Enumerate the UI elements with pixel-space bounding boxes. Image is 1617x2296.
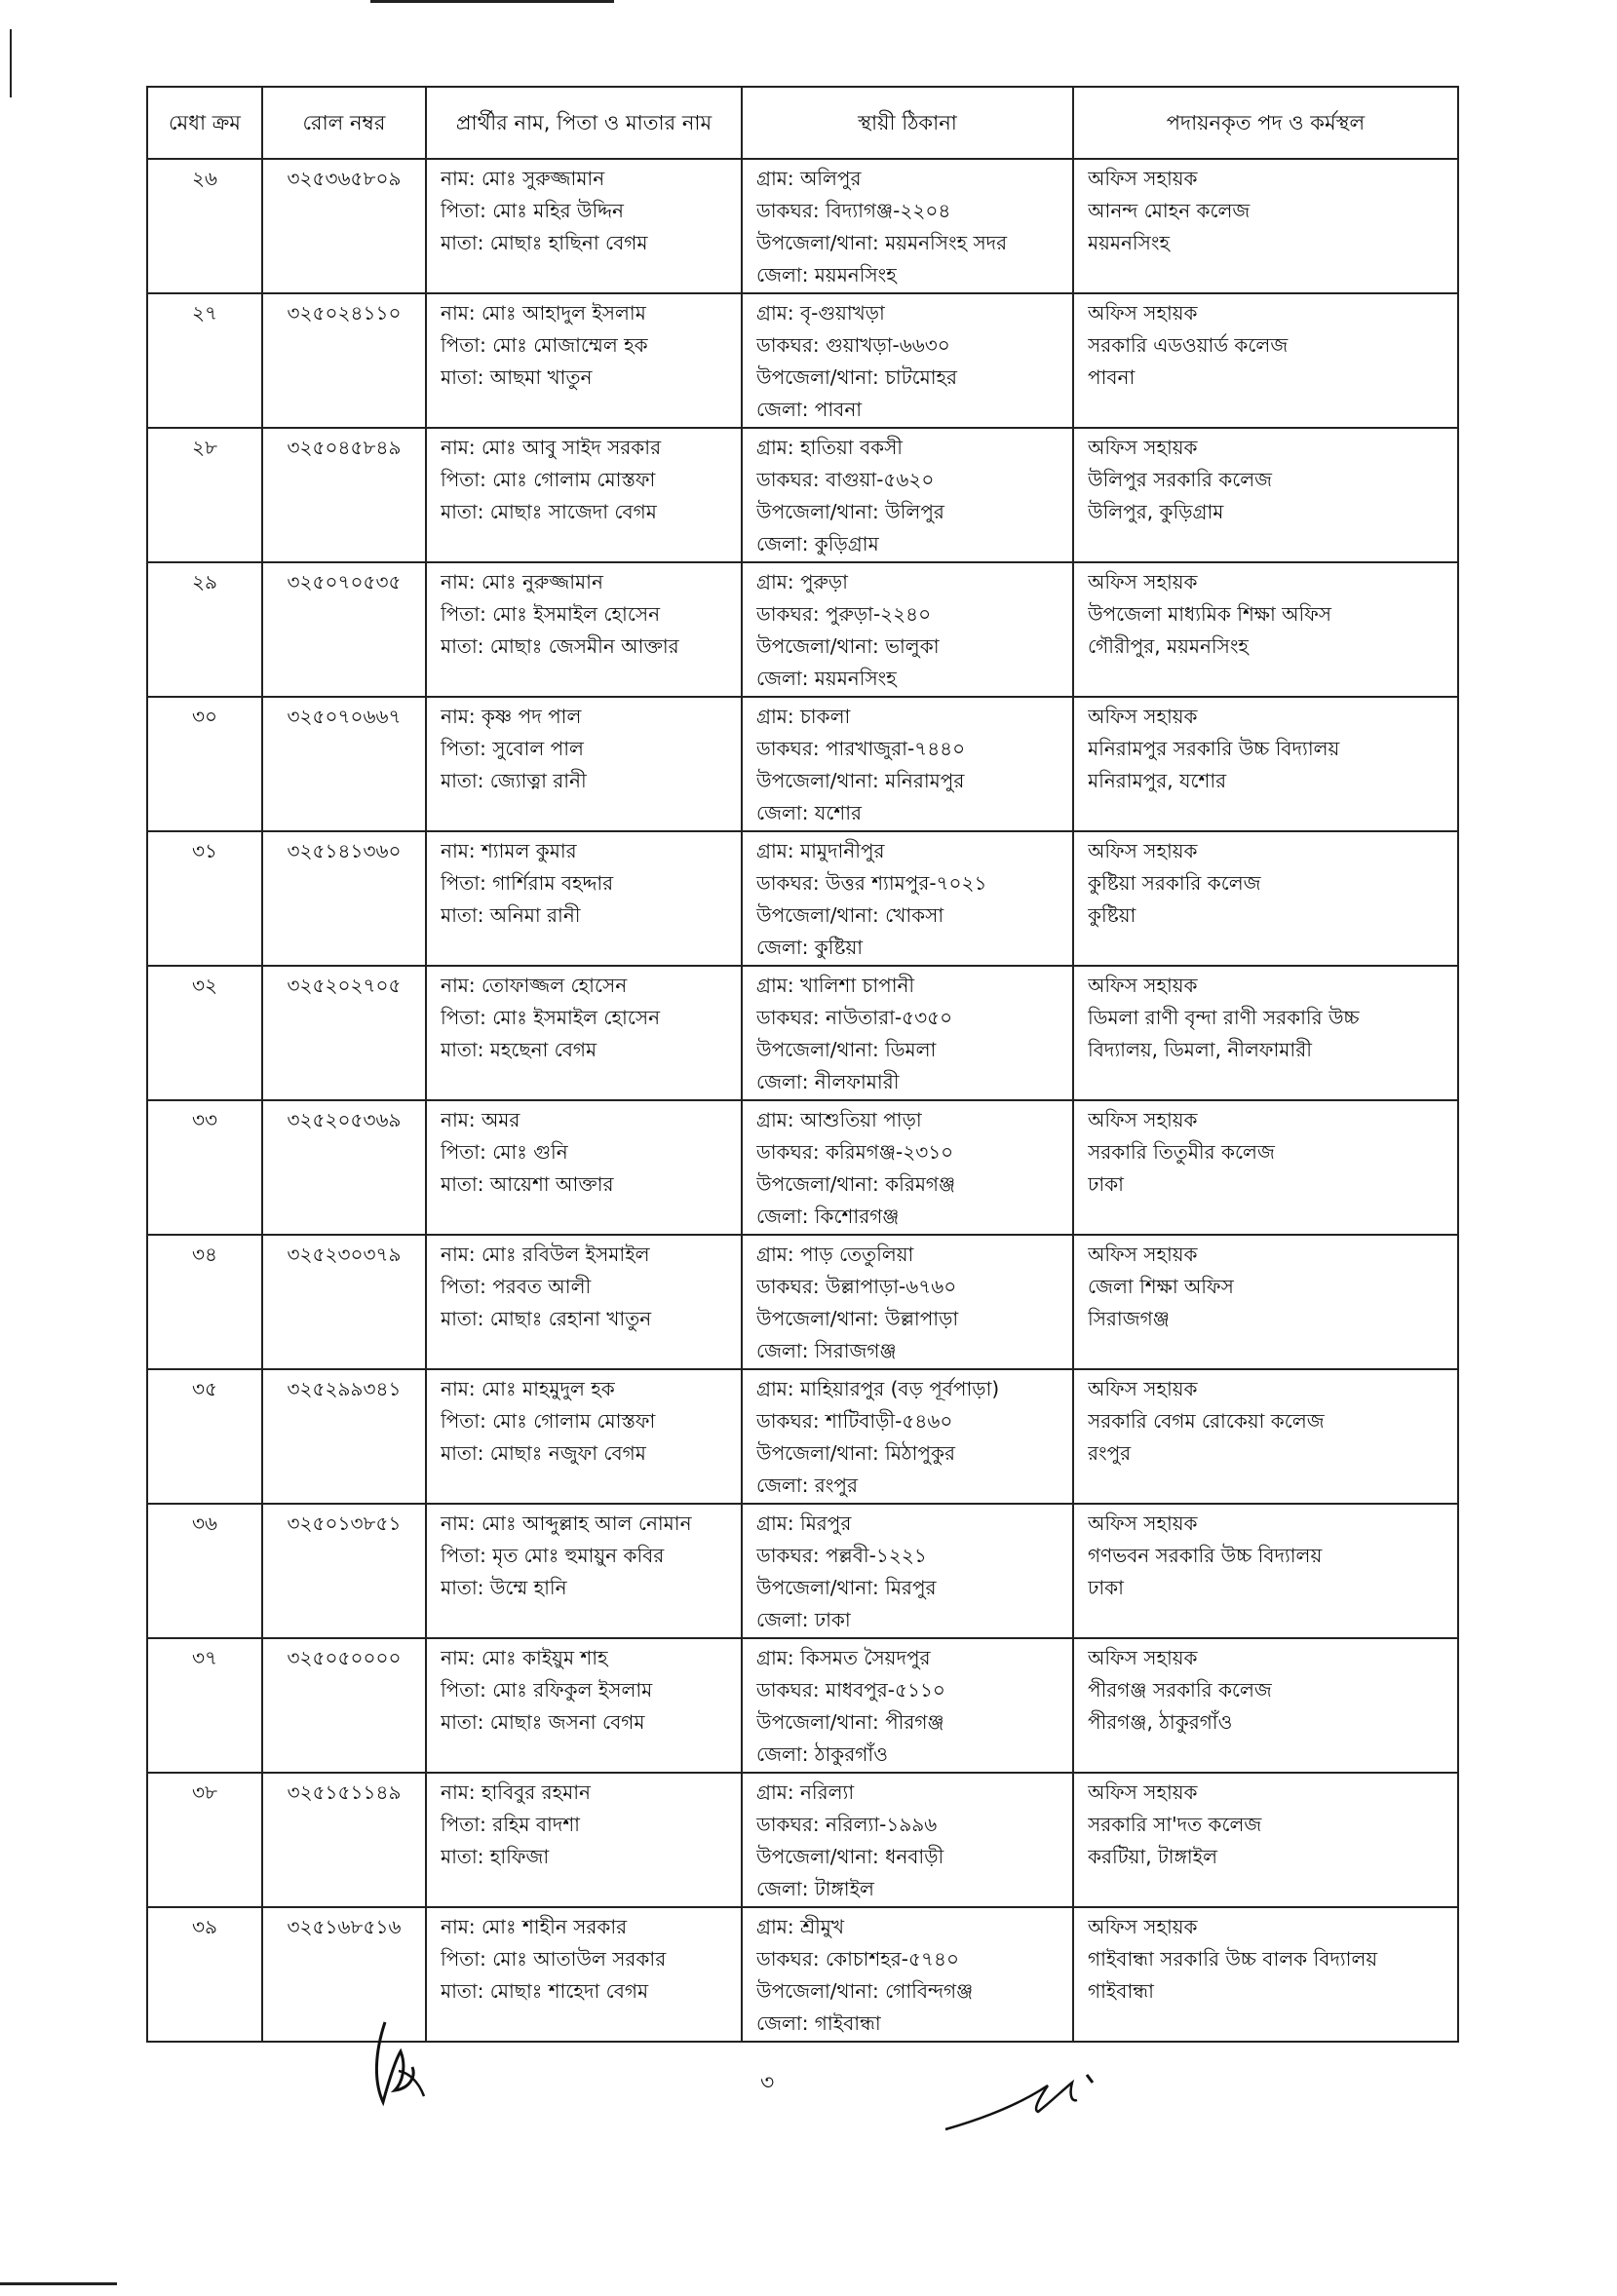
workplace-line-2: সিরাজগঞ্জ [1088, 1307, 1170, 1330]
roll-cell [262, 1773, 426, 1907]
address-cell [742, 1369, 1073, 1504]
father-name: পিতা: মোঃ গুনি [441, 1140, 568, 1164]
workplace-line-2: গৌরীপুর, ময়মনসিংহ [1088, 634, 1249, 658]
mother-name: মাতা: জ্যোত্না রানী [441, 769, 587, 792]
mother-name: মাতা: মোছাঃ নজুফা বেগম [441, 1441, 646, 1465]
candidate-name: নাম: মোঃ নুরুজ্জামান [441, 570, 603, 593]
address-district: জেলা: কুড়িগ্রাম [756, 532, 879, 555]
address-village: গ্রাম: আশুতিয়া পাড়া [756, 1108, 922, 1131]
merit-cell [147, 1369, 262, 1504]
address-village: গ্রাম: খালিশা চাপানী [756, 974, 915, 997]
candidate-name: নাম: অমর [441, 1108, 520, 1131]
table-row [147, 1773, 1458, 1907]
candidate-name: নাম: মোঃ আহাদুল ইসলাম [441, 301, 646, 325]
roll-number: ৩২৫০৭০৫৩৫ [287, 570, 402, 593]
table-row [147, 1504, 1458, 1638]
address-district: জেলা: যশোর [756, 801, 862, 824]
address-upazila: উপজেলা/থানা: ডিমলা [756, 1038, 937, 1061]
father-name: পিতা: রহিম বাদশা [441, 1813, 580, 1836]
header-candidate: প্রার্থীর নাম, পিতা ও মাতার নাম [426, 87, 742, 159]
candidate-name: নাম: মোঃ সুরুজ্জামান [441, 167, 605, 190]
address-village: গ্রাম: বৃ-গুয়াখড়া [756, 301, 885, 325]
merit-number: ৩৮ [192, 1780, 217, 1804]
workplace-line-1: সরকারি বেগম রোকেয়া কলেজ [1088, 1409, 1325, 1433]
father-name: পিতা: মোঃ মোজাম্মেল হক [441, 333, 648, 357]
candidate-name: নাম: মোঃ শাহীন সরকার [441, 1915, 628, 1938]
roll-cell [262, 1100, 426, 1235]
candidate-cell [426, 1100, 742, 1235]
candidate-cell [426, 697, 742, 831]
candidate-name: নাম: মোঃ আব্দুল্লাহ আল নোমান [441, 1512, 692, 1535]
mother-name: মাতা: উম্মে হানি [441, 1576, 567, 1599]
table-row [147, 966, 1458, 1100]
address-district: জেলা: কুষ্টিয়া [756, 936, 864, 959]
candidate-cell [426, 562, 742, 697]
address-upazila: উপজেলা/থানা: গোবিন্দগঞ্জ [756, 1979, 974, 2003]
address-upazila: উপজেলা/থানা: ধনবাড়ী [756, 1845, 944, 1868]
father-name: পিতা: মোঃ রফিকুল ইসলাম [441, 1678, 653, 1702]
posting-cell [1073, 1235, 1458, 1369]
posting-cell [1073, 831, 1458, 966]
posting-title: অফিস সহায়ক [1088, 1646, 1198, 1669]
workplace-line-1: গাইবান্ধা সরকারি উচ্চ বালক বিদ্যালয় [1088, 1947, 1378, 1971]
workplace-line-1: উপজেলা মাধ্যমিক শিক্ষা অফিস [1088, 602, 1332, 626]
candidate-cell [426, 159, 742, 293]
posting-title: অফিস সহায়ক [1088, 974, 1198, 997]
address-cell [742, 1907, 1073, 2042]
address-village: গ্রাম: মিরপুর [756, 1512, 852, 1535]
candidate-cell [426, 831, 742, 966]
roll-number: ৩২৫২০২৭০৫ [287, 974, 402, 997]
address-village: গ্রাম: কিসমত সৈয়দপুর [756, 1646, 931, 1669]
address-district: জেলা: টাঙ্গাইল [756, 1877, 874, 1900]
father-name: পিতা: মোঃ গোলাম মোস্তফা [441, 1409, 656, 1433]
posting-cell [1073, 1100, 1458, 1235]
merit-number: ৩৭ [191, 1646, 217, 1669]
merit-number: ৩৪ [192, 1243, 217, 1266]
workplace-line-2: ময়মনসিংহ [1088, 231, 1170, 254]
roll-number: ৩২৫২০৫৩৬৯ [287, 1108, 402, 1131]
merit-number: ২৭ [191, 301, 217, 325]
merit-cell [147, 966, 262, 1100]
table-row [147, 1907, 1458, 2042]
candidate-cell [426, 1369, 742, 1504]
mother-name: মাতা: মোছাঃ রেহানা খাতুন [441, 1307, 652, 1330]
roll-number: ৩২৫১৫১১৪৯ [287, 1780, 402, 1804]
address-village: গ্রাম: অলিপুর [756, 167, 862, 190]
scan-mark-top [370, 0, 614, 3]
merit-cell [147, 831, 262, 966]
merit-cell [147, 1638, 262, 1773]
candidate-cell [426, 1907, 742, 2042]
address-post-office: ডাকঘর: নাউতারা-৫৩৫০ [756, 1006, 953, 1029]
roll-cell [262, 697, 426, 831]
workplace-line-2: ঢাকা [1088, 1576, 1124, 1599]
address-post-office: ডাকঘর: পুরুড়া-২২৪০ [756, 602, 932, 626]
posting-title: অফিস সহায়ক [1088, 839, 1198, 862]
roll-cell [262, 428, 426, 562]
roll-cell [262, 1235, 426, 1369]
workplace-line-1: আনন্দ মোহন কলেজ [1088, 199, 1251, 222]
roll-number: ৩২৫০৪৫৮৪৯ [287, 436, 402, 459]
address-cell [742, 966, 1073, 1100]
candidate-cell [426, 1504, 742, 1638]
workplace-line-2: বিদ্যালয়, ডিমলা, নীলফামারী [1088, 1038, 1312, 1061]
merit-number: ৩১ [192, 839, 217, 862]
candidate-name: নাম: হাবিবুর রহমান [441, 1780, 591, 1804]
address-cell [742, 1504, 1073, 1638]
workplace-line-1: ডিমলা রাণী বৃন্দা রাণী সরকারি উচ্চ [1088, 1006, 1360, 1029]
posting-cell [1073, 159, 1458, 293]
address-cell [742, 831, 1073, 966]
candidate-name: নাম: মোঃ কাইয়ুম শাহ [441, 1646, 608, 1669]
merit-number: ৩৯ [192, 1915, 217, 1938]
workplace-line-2: উলিপুর, কুড়িগ্রাম [1088, 500, 1224, 523]
table-row [147, 1235, 1458, 1369]
merit-cell [147, 1773, 262, 1907]
address-cell [742, 562, 1073, 697]
posting-cell [1073, 1638, 1458, 1773]
table-row [147, 1369, 1458, 1504]
workplace-line-2: রংপুর [1088, 1441, 1132, 1465]
address-village: গ্রাম: শ্রীমুখ [756, 1915, 845, 1938]
address-district: জেলা: গাইবান্ধা [756, 2011, 881, 2035]
table-row [147, 293, 1458, 428]
posting-title: অফিস সহায়ক [1088, 1512, 1198, 1535]
roll-number: ৩২৫২৯৯৩৪১ [287, 1377, 402, 1400]
candidate-name: নাম: মোঃ রবিউল ইসমাইল [441, 1243, 650, 1266]
roll-cell [262, 1504, 426, 1638]
merit-cell [147, 159, 262, 293]
workplace-line-2: মনিরামপুর, যশোর [1088, 769, 1227, 792]
father-name: পিতা: গার্শিরাম বহদ্দার [441, 871, 614, 895]
address-cell [742, 1235, 1073, 1369]
address-post-office: ডাকঘর: কোচাশহর-৫৭৪০ [756, 1947, 959, 1971]
address-post-office: ডাকঘর: মাধবপুর-৫১১০ [756, 1678, 945, 1702]
candidate-name: নাম: শ্যামল কুমার [441, 839, 577, 862]
table-row [147, 831, 1458, 966]
address-district: জেলা: ময়মনসিংহ [756, 667, 897, 690]
address-village: গ্রাম: পুরুড়া [756, 570, 848, 593]
table-row [147, 1638, 1458, 1773]
posting-cell [1073, 1369, 1458, 1504]
merit-number: ৩৩ [191, 1108, 217, 1131]
workplace-line-2: করটিয়া, টাঙ্গাইল [1088, 1845, 1217, 1868]
posting-cell [1073, 428, 1458, 562]
candidate-cell [426, 1638, 742, 1773]
merit-cell [147, 1504, 262, 1638]
appointment-table-wrapper [146, 86, 1457, 2043]
table-row [147, 159, 1458, 293]
candidate-cell [426, 966, 742, 1100]
father-name: পিতা: মোঃ ইসমাইল হোসেন [441, 602, 661, 626]
table-header-row [147, 87, 1458, 159]
address-upazila: উপজেলা/থানা: ময়মনসিংহ সদর [756, 231, 1008, 254]
address-upazila: উপজেলা/থানা: ভালুকা [756, 634, 940, 658]
address-village: গ্রাম: পাড় তেতুলিয়া [756, 1243, 914, 1266]
workplace-line-1: সরকারি এডওয়ার্ড কলেজ [1088, 333, 1289, 357]
merit-cell [147, 1100, 262, 1235]
table-row [147, 428, 1458, 562]
posting-title: অফিস সহায়ক [1088, 705, 1198, 728]
posting-cell [1073, 1504, 1458, 1638]
workplace-line-1: উলিপুর সরকারি কলেজ [1088, 468, 1273, 491]
address-cell [742, 1100, 1073, 1235]
address-post-office: ডাকঘর: করিমগঞ্জ-২৩১০ [756, 1140, 954, 1164]
workplace-line-2: পাবনা [1088, 365, 1136, 389]
merit-cell [147, 697, 262, 831]
roll-number: ৩২৫৩৬৫৮০৯ [287, 167, 402, 190]
address-district: জেলা: পাবনা [756, 398, 863, 421]
address-village: গ্রাম: নরিল্যা [756, 1780, 855, 1804]
address-district: জেলা: সিরাজগঞ্জ [756, 1339, 897, 1362]
address-post-office: ডাকঘর: উত্তর শ্যামপুর-৭০২১ [756, 871, 987, 895]
roll-cell [262, 966, 426, 1100]
mother-name: মাতা: মোছাঃ জেসমীন আক্তার [441, 634, 679, 658]
mother-name: মাতা: মহছেনা বেগম [441, 1038, 597, 1061]
roll-cell [262, 1369, 426, 1504]
table-row [147, 1100, 1458, 1235]
mother-name: মাতা: আয়েশা আক্তার [441, 1172, 614, 1196]
merit-cell [147, 428, 262, 562]
roll-cell [262, 562, 426, 697]
address-upazila: উপজেলা/থানা: উলিপুর [756, 500, 944, 523]
workplace-line-2: গাইবান্ধা [1088, 1979, 1154, 2003]
address-upazila: উপজেলা/থানা: মনিরামপুর [756, 769, 965, 792]
mother-name: মাতা: হাফিজা [441, 1845, 550, 1868]
table-body [147, 159, 1458, 2042]
workplace-line-1: সরকারি তিতুমীর কলেজ [1088, 1140, 1275, 1164]
address-post-office: ডাকঘর: শাটিবাড়ী-৫৪৬০ [756, 1409, 953, 1433]
merit-number: ৩০ [191, 705, 217, 728]
posting-cell [1073, 1773, 1458, 1907]
address-post-office: ডাকঘর: বাগুয়া-৫৬২০ [756, 468, 935, 491]
workplace-line-2: পীরগঞ্জ, ঠাকুরগাঁও [1088, 1710, 1233, 1734]
address-cell [742, 1773, 1073, 1907]
posting-title: অফিস সহায়ক [1088, 1780, 1198, 1804]
posting-title: অফিস সহায়ক [1088, 1377, 1198, 1400]
address-cell [742, 1638, 1073, 1773]
posting-title: অফিস সহায়ক [1088, 1915, 1198, 1938]
posting-title: অফিস সহায়ক [1088, 167, 1198, 190]
header-posting: পদায়নকৃত পদ ও কর্মস্থল [1073, 87, 1458, 159]
posting-title: অফিস সহায়ক [1088, 301, 1198, 325]
roll-cell [262, 159, 426, 293]
address-village: গ্রাম: মামুদানীপুর [756, 839, 885, 862]
merit-number: ২৮ [192, 436, 217, 459]
merit-cell [147, 562, 262, 697]
merit-cell [147, 293, 262, 428]
address-post-office: ডাকঘর: নরিল্যা-১৯৯৬ [756, 1813, 938, 1836]
table-row [147, 562, 1458, 697]
merit-cell [147, 1907, 262, 2042]
roll-number: ৩২৫২৩০৩৭৯ [287, 1243, 402, 1266]
workplace-line-2: ঢাকা [1088, 1172, 1124, 1196]
father-name: পিতা: মোঃ আতাউল সরকার [441, 1947, 667, 1971]
merit-cell [147, 1235, 262, 1369]
workplace-line-1: মনিরামপুর সরকারি উচ্চ বিদ্যালয় [1088, 737, 1340, 760]
address-district: জেলা: ময়মনসিংহ [756, 263, 897, 287]
address-cell [742, 293, 1073, 428]
workplace-line-1: গণভবন সরকারি উচ্চ বিদ্যালয় [1088, 1544, 1323, 1567]
candidate-cell [426, 293, 742, 428]
merit-number: ৩৫ [192, 1377, 217, 1400]
address-village: গ্রাম: চাকলা [756, 705, 851, 728]
roll-cell [262, 831, 426, 966]
roll-cell [262, 293, 426, 428]
header-address: স্থায়ী ঠিকানা [742, 87, 1073, 159]
address-district: জেলা: রংপুর [756, 1473, 858, 1497]
mother-name: মাতা: মোছাঃ সাজেদা বেগম [441, 500, 657, 523]
mother-name: মাতা: আছমা খাতুন [441, 365, 593, 389]
posting-title: অফিস সহায়ক [1088, 436, 1198, 459]
workplace-line-1: পীরগঞ্জ সরকারি কলেজ [1088, 1678, 1272, 1702]
merit-number: ২৬ [191, 167, 217, 190]
father-name: পিতা: সুবোল পাল [441, 737, 584, 760]
scan-mark-left [10, 29, 12, 97]
workplace-line-1: সরকারি সা'দত কলেজ [1088, 1813, 1262, 1836]
address-district: জেলা: ঢাকা [756, 1608, 851, 1631]
header-roll: রোল নম্বর [262, 87, 426, 159]
address-district: জেলা: কিশোরগঞ্জ [756, 1205, 900, 1228]
posting-title: অফিস সহায়ক [1088, 1108, 1198, 1131]
roll-cell [262, 1638, 426, 1773]
posting-title: অফিস সহায়ক [1088, 1243, 1198, 1266]
candidate-cell [426, 428, 742, 562]
address-village: গ্রাম: মাহিয়ারপুর (বড় পূর্বপাড়া) [756, 1377, 1000, 1400]
address-upazila: উপজেলা/থানা: মিঠাপুকুর [756, 1441, 955, 1465]
mother-name: মাতা: মোছাঃ শাহেদা বেগম [441, 1979, 649, 2003]
handwritten-signature [941, 2061, 1136, 2139]
roll-number: ৩২৫০২৪১১০ [287, 301, 402, 325]
header-merit: মেধা ক্রম [147, 87, 262, 159]
address-district: জেলা: নীলফামারী [756, 1070, 900, 1093]
roll-number: ৩২৫০৫০০০০ [287, 1646, 402, 1669]
candidate-name: নাম: মোঃ মাহমুদুল হক [441, 1377, 615, 1400]
merit-number: ৩৬ [191, 1512, 217, 1535]
address-upazila: উপজেলা/থানা: উল্লাপাড়া [756, 1307, 959, 1330]
roll-number: ৩২৫১৬৮৫১৬ [287, 1915, 402, 1938]
appointment-table [146, 86, 1459, 2043]
address-upazila: উপজেলা/থানা: পীরগঞ্জ [756, 1710, 944, 1734]
candidate-cell [426, 1773, 742, 1907]
address-upazila: উপজেলা/থানা: করিমগঞ্জ [756, 1172, 956, 1196]
address-post-office: ডাকঘর: গুয়াখড়া-৬৬৩০ [756, 333, 950, 357]
candidate-name: নাম: কৃষ্ণ পদ পাল [441, 705, 582, 728]
posting-cell [1073, 293, 1458, 428]
address-post-office: ডাকঘর: বিদ্যাগঞ্জ-২২০৪ [756, 199, 951, 222]
father-name: পিতা: মোঃ ইসমাইল হোসেন [441, 1006, 661, 1029]
merit-number: ৩২ [191, 974, 217, 997]
posting-cell [1073, 562, 1458, 697]
roll-number: ৩২৫০১৩৮৫১ [287, 1512, 402, 1535]
address-upazila: উপজেলা/থানা: চাটমোহর [756, 365, 958, 389]
address-cell [742, 697, 1073, 831]
address-village: গ্রাম: হাতিয়া বকসী [756, 436, 904, 459]
father-name: পিতা: পরবত আলী [441, 1275, 592, 1298]
mother-name: মাতা: মোছাঃ জসনা বেগম [441, 1710, 645, 1734]
address-district: জেলা: ঠাকুরগাঁও [756, 1742, 888, 1766]
table-row [147, 697, 1458, 831]
candidate-cell [426, 1235, 742, 1369]
posting-title: অফিস সহায়ক [1088, 570, 1198, 593]
address-upazila: উপজেলা/থানা: মিরপুর [756, 1576, 937, 1599]
scan-mark-bottom [0, 2282, 117, 2285]
mother-name: মাতা: মোছাঃ হাছিনা বেগম [441, 231, 648, 254]
father-name: পিতা: মোঃ মহির উদ্দিন [441, 199, 624, 222]
father-name: পিতা: মোঃ গোলাম মোস্তফা [441, 468, 656, 491]
address-upazila: উপজেলা/থানা: খোকসা [756, 903, 944, 927]
handwritten-initial-signature [356, 2012, 443, 2110]
page-number: ৩ [760, 2071, 775, 2095]
address-post-office: ডাকঘর: পল্লবী-১২২১ [756, 1544, 927, 1567]
father-name: পিতা: মৃত মোঃ হুমায়ুন কবির [441, 1544, 665, 1567]
workplace-line-1: জেলা শিক্ষা অফিস [1088, 1275, 1234, 1298]
address-cell [742, 159, 1073, 293]
address-post-office: ডাকঘর: পারখাজুরা-৭৪৪০ [756, 737, 966, 760]
posting-cell [1073, 966, 1458, 1100]
workplace-line-1: কুষ্টিয়া সরকারি কলেজ [1088, 871, 1261, 895]
address-post-office: ডাকঘর: উল্লাপাড়া-৬৭৬০ [756, 1275, 957, 1298]
merit-number: ২৯ [192, 570, 217, 593]
posting-cell [1073, 697, 1458, 831]
roll-number: ৩২৫০৭০৬৬৭ [287, 705, 402, 728]
candidate-name: নাম: মোঃ আবু সাইদ সরকার [441, 436, 662, 459]
roll-number: ৩২৫১৪১৩৬০ [287, 839, 402, 862]
address-cell [742, 428, 1073, 562]
candidate-name: নাম: তোফাজ্জল হোসেন [441, 974, 628, 997]
mother-name: মাতা: অনিমা রানী [441, 903, 581, 927]
workplace-line-2: কুষ্টিয়া [1088, 903, 1136, 927]
posting-cell [1073, 1907, 1458, 2042]
